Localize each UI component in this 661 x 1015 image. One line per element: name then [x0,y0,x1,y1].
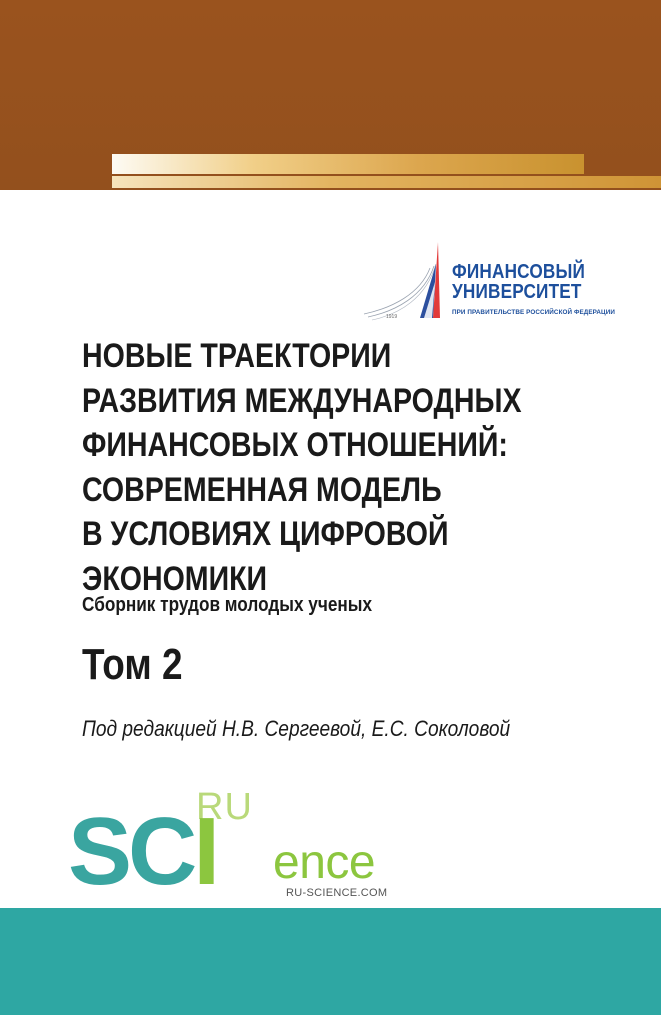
gold-stripe-lower [112,176,661,188]
book-editors: Под редакцией Н.В. Сергеевой, Е.С. Соколовой [82,716,511,741]
book-volume: Том 2 [82,640,183,689]
gold-stripe-upper [112,154,584,174]
university-name: ФИНАНСОВЫЙ УНИВЕРСИТЕТ [452,261,586,303]
logo-i-letter: I [193,798,217,905]
logo-ence-text: ence [273,836,376,889]
flag-swoosh-icon [362,238,452,322]
university-subtitle: ПРИ ПРАВИТЕЛЬСТВЕ РОССИЙСКОЙ ФЕДЕРАЦИИ [452,309,615,316]
ru-science-logo [68,786,388,905]
bottom-color-band [0,908,661,1015]
book-title: НОВЫЕ ТРАЕКТОРИИ РАЗВИТИЯ МЕЖДУНАРОДНЫХ ФИНАНСОВЫХ ОТНОШЕНИЙ: СОВРЕМЕННАЯ МОДЕЛЬ В УСЛОВИЯХ ЦИФРОВОЙ ЭКОНОМИКИ [82,337,522,598]
logo-sc-letters: SC [68,798,194,905]
publisher-url: RU-SCIENCE.COM [286,887,388,899]
logo-year: 1919 [386,314,398,320]
logo-ru-text: RU [196,786,253,828]
book-subtitle: Сборник трудов молодых ученых [82,594,373,616]
financial-university-logo [362,238,632,322]
logo-sci-text [68,798,217,905]
